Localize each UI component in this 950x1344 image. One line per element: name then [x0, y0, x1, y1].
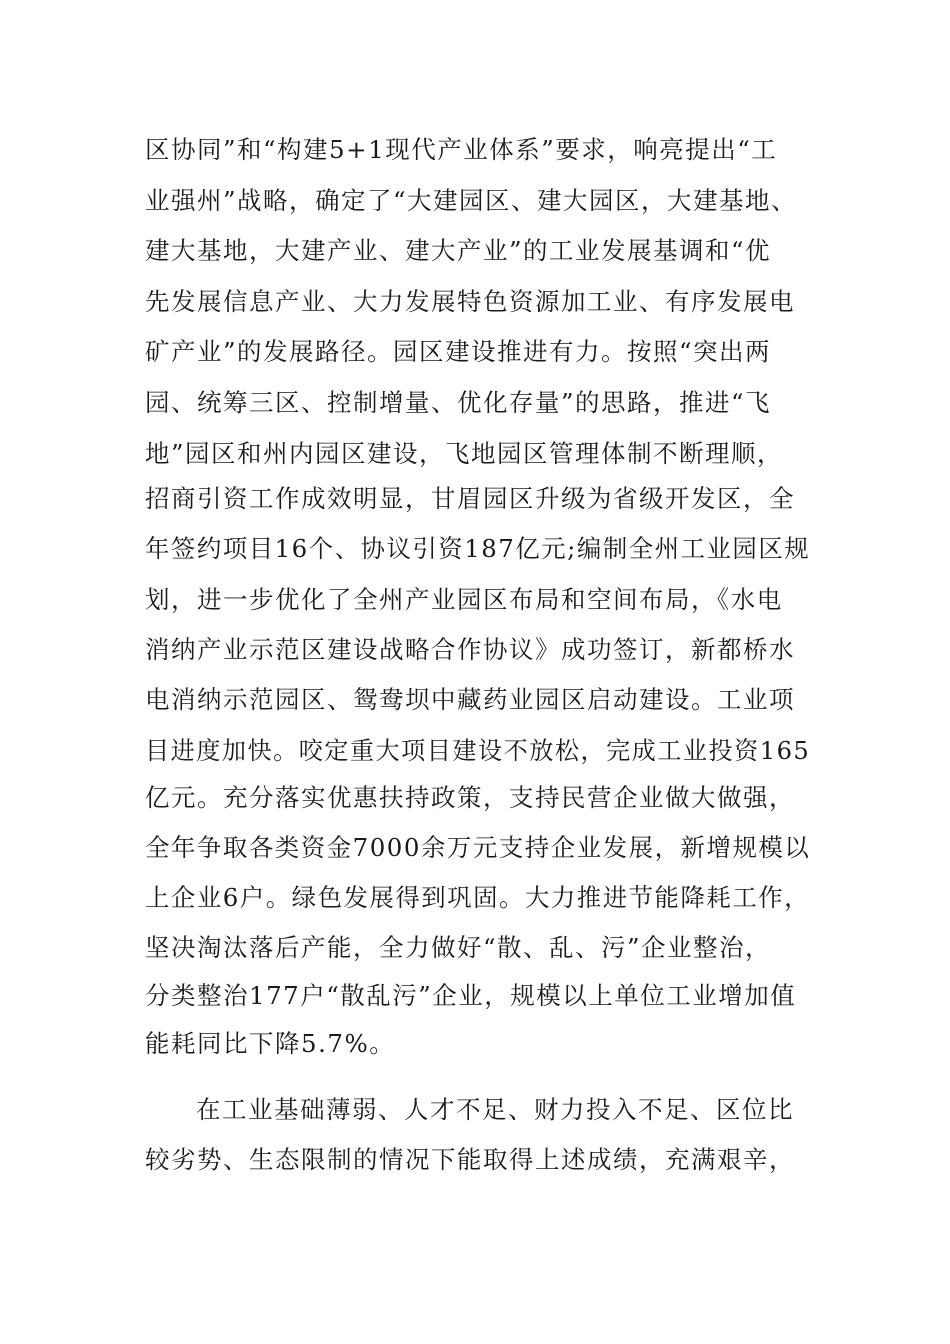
text-line: 划，进一步优化了全州产业园区布局和空间布局，《水电 — [145, 585, 783, 614]
text-line: 能耗同比下降5.7%。 — [145, 1029, 396, 1058]
text-line: 园、统筹三区、控制增量、优化存量”的思路，推进“飞 — [145, 388, 772, 417]
text-line: 区协同”和“构建5+1现代产业体系”要求，响亮提出“工 — [145, 135, 778, 164]
text-line: 地”园区和州内园区建设，飞地园区管理体制不断理顺， — [145, 439, 784, 468]
text-line: 较劣势、生态限制的情况下能取得上述成绩，充满艰辛， — [145, 1145, 795, 1174]
text-line: 电消纳示范园区、鸳鸯坝中藏药业园区启动建设。工业项 — [145, 685, 795, 714]
text-line: 招商引资工作成效明显，甘眉园区升级为省级开发区，全 — [145, 484, 795, 513]
text-line: 矿产业”的发展路径。园区建设推进有力。按照“突出两 — [145, 337, 772, 366]
text-line: 在工业基础薄弱、人才不足、财力投入不足、区位比 — [196, 1095, 794, 1124]
text-line: 年签约项目16个、协议引资187亿元;编制全州工业园区规 — [145, 534, 811, 563]
text-line: 上企业6户。绿色发展得到巩固。大力推进节能降耗工作， — [145, 883, 811, 912]
text-line: 业强州”战略，确定了“大建园区、建大园区，大建基地、 — [145, 186, 798, 215]
text-line: 坚决淘汰落后产能，全力做好“散、乱、污”企业整治， — [145, 933, 772, 962]
text-line: 目进度加快。咬定重大项目建设不放松，完成工业投资165 — [145, 736, 811, 765]
text-line: 建大基地，大建产业、建大产业”的工业发展基调和“优 — [145, 236, 772, 265]
text-line: 亿元。充分落实优惠扶持政策，支持民营企业做大做强， — [145, 783, 795, 812]
text-line: 消纳产业示范区建设战略合作协议》成功签订，新都桥水 — [145, 635, 795, 664]
text-line: 分类整治177户“散乱污”企业，规模以上单位工业增加值 — [145, 981, 797, 1010]
text-line: 先发展信息产业、大力发展特色资源加工业、有序发展电 — [145, 287, 795, 316]
text-line: 全年争取各类资金7000余万元支持企业发展，新增规模以 — [145, 833, 811, 862]
